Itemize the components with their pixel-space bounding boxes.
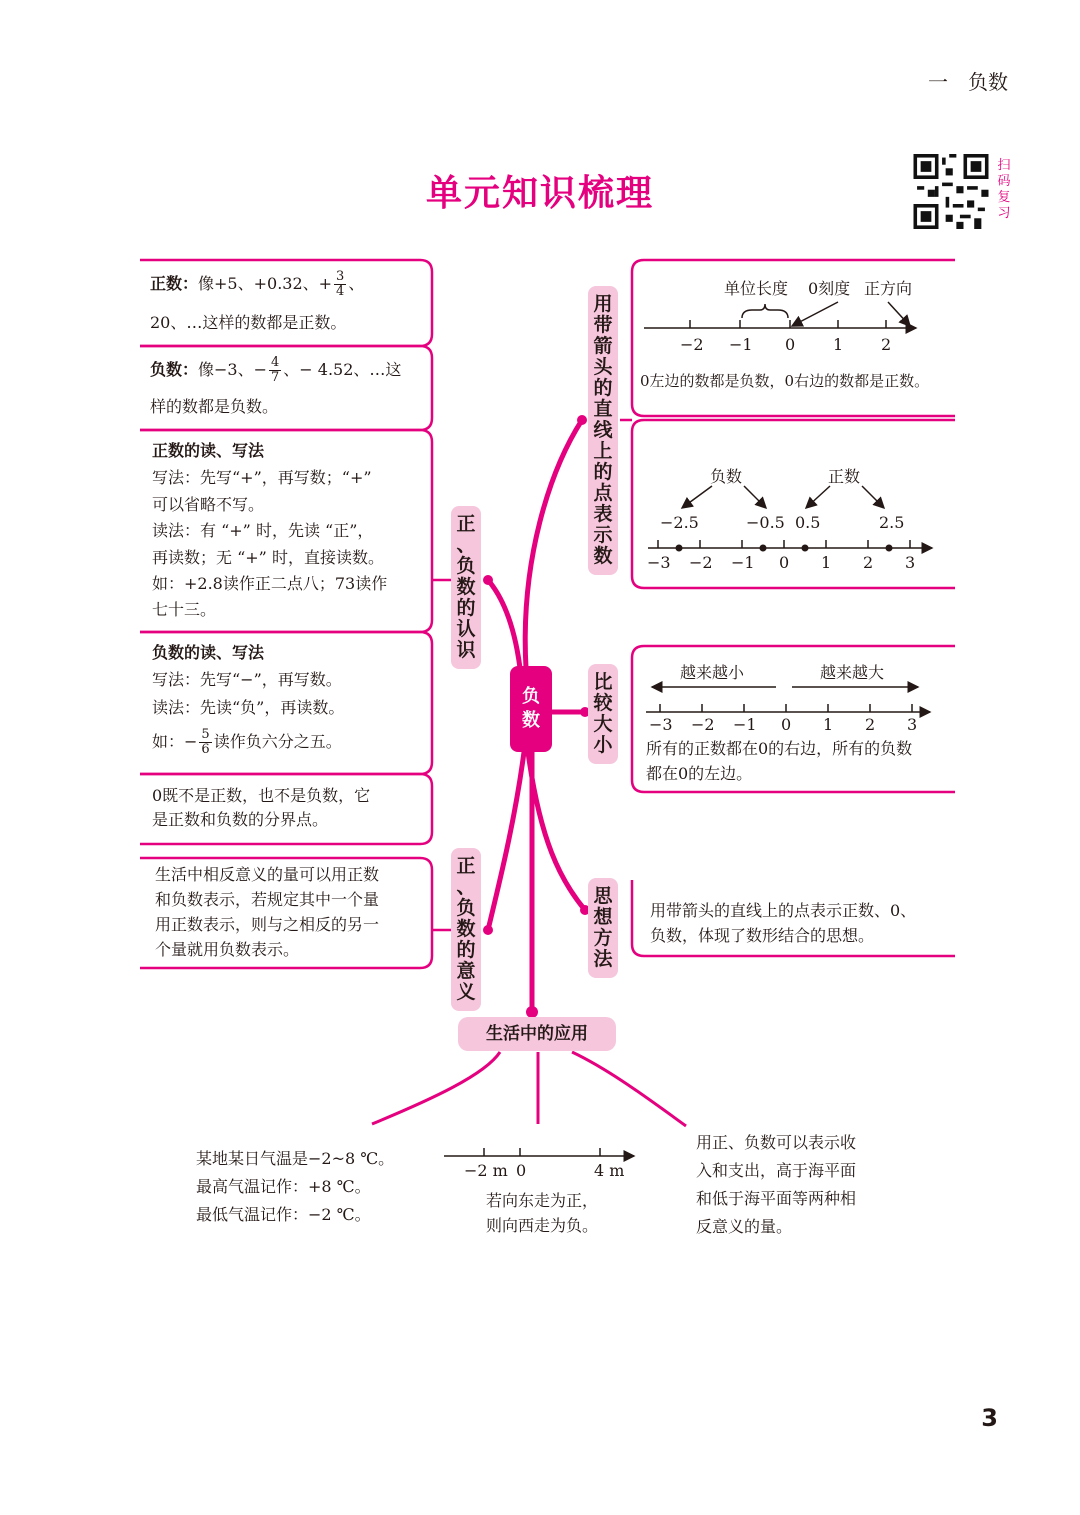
- point-label: −0.5: [746, 513, 785, 532]
- smaller-label: 越来越小: [680, 663, 745, 682]
- compare-caption: 所有的正数都在0的右边，所有的负数: [646, 739, 913, 758]
- positive-label: 正数: [828, 467, 861, 486]
- pos-rw-line: 如：+2.8读作正二点八；73读作: [152, 574, 388, 593]
- tick-label: 0: [779, 553, 790, 572]
- pos-rw-line: 再读数；无 “+” 时，直接读数。: [152, 548, 384, 567]
- meaning-line: 和负数表示，若规定其中一个量: [155, 890, 380, 909]
- tick-label: −2: [691, 715, 715, 734]
- pos-rw-line: 读法：有 “+” 时，先读 “正”，: [152, 521, 374, 540]
- tick-label: 1: [823, 715, 834, 734]
- branch-number-line: 用 带 箭 头 的 直 线 上 的 点 表 示 数: [588, 286, 618, 575]
- other-usage-line: 反意义的量。: [696, 1217, 793, 1236]
- tick-label: 1: [833, 335, 844, 354]
- meaning-line: 用正数表示，则与之相反的另一: [155, 915, 380, 934]
- negative-definition-line-1: 负数：像−3、− $\frac{4}{7}$ 、− 4.52、…这: [150, 355, 402, 385]
- distance-tick-label: 4 m: [594, 1161, 625, 1180]
- zero-line: 是正数和负数的分界点。: [152, 810, 329, 829]
- pos-rw-line: 写法：先写“+”，再写数；“+”: [152, 468, 372, 487]
- positive-direction-label: 正方向: [864, 279, 913, 298]
- other-usage-line: 用正、负数可以表示收: [696, 1133, 857, 1152]
- larger-label: 越来越大: [820, 663, 885, 682]
- tick-label: 3: [907, 715, 918, 734]
- temperature-line: 最高气温记作：+8 ℃。: [196, 1177, 371, 1196]
- method-line: 负数，体现了数形结合的思想。: [650, 926, 875, 945]
- tick-label: 2: [881, 335, 892, 354]
- qr-label: 扫码复习: [997, 158, 1011, 221]
- tick-label: 2: [865, 715, 876, 734]
- temperature-line: 最低气温记作：−2 ℃。: [196, 1205, 371, 1224]
- tick-label: −1: [731, 553, 755, 572]
- zero-mark-label: 0刻度: [808, 279, 851, 298]
- negative-label: 负数: [710, 467, 743, 486]
- compare-caption: 都在0的左边。: [646, 764, 753, 783]
- chapter-header: 一 负数: [928, 70, 1008, 94]
- center-node-char-1: 负: [522, 686, 540, 707]
- tick-label: −3: [647, 553, 671, 572]
- temperature-line: 某地某日气温是−2~8 ℃。: [196, 1149, 395, 1168]
- tick-label: 1: [821, 553, 832, 572]
- page-title: 单元知识梳理: [425, 173, 654, 214]
- method-line: 用带箭头的直线上的点表示正数、0、: [650, 901, 917, 920]
- distance-tick-label: −2 m: [464, 1161, 508, 1180]
- center-node-char-2: 数: [522, 710, 540, 731]
- direction-line: 则向西走为负。: [486, 1216, 599, 1235]
- zero-line: 0既不是正数，也不是负数，它: [152, 786, 371, 805]
- branch-recognition: 正 、 负 数 的 认 识: [451, 506, 481, 669]
- tick-label: 3: [905, 553, 916, 572]
- neg-rw-line: 写法：先写“−”，再写数。: [152, 670, 342, 689]
- application-node: 生活中的应用: [458, 1017, 616, 1051]
- distance-tick-label: 0: [516, 1161, 527, 1180]
- neg-rw-example: 如：− $\frac{5}{6}$ 读作负六分之五。: [152, 727, 342, 757]
- negative-definition-line-2: 样的数都是负数。: [150, 397, 279, 416]
- tick-label: 0: [781, 715, 792, 734]
- qr-code-icon: [912, 154, 990, 229]
- branch-meaning: 正 、 负 数 的 意 义: [451, 848, 481, 1011]
- branch-compare: 比 较 大 小: [588, 664, 618, 764]
- tick-label: −2: [680, 335, 704, 354]
- pos-rw-line: 可以省略不写。: [152, 495, 265, 514]
- point-label: 0.5: [795, 513, 821, 532]
- direction-line: 若向东走为正，: [486, 1191, 599, 1210]
- fraction-3-4: $\frac{3}{4}$: [336, 269, 345, 299]
- meaning-line: 生活中相反意义的量可以用正数: [155, 865, 380, 884]
- tick-label: −3: [649, 715, 673, 734]
- center-node: [510, 666, 552, 752]
- tick-label: 2: [863, 553, 874, 572]
- tick-label: −1: [733, 715, 757, 734]
- positive-definition-line-2: 20、…这样的数都是正数。: [150, 313, 347, 332]
- neg-rw-heading: 负数的读、写法: [152, 643, 265, 662]
- branch-method: 思 想 方 法: [588, 878, 618, 978]
- tick-label: −1: [729, 335, 753, 354]
- positive-definition-line-1: 正数：像+5、+0.32、+ $\frac{3}{4}$ 、: [150, 269, 365, 299]
- number-line-caption: 0左边的数都是负数，0右边的数都是正数。: [640, 372, 930, 390]
- fraction-4-7: $\frac{4}{7}$: [271, 355, 280, 385]
- unit-length-label: 单位长度: [724, 279, 789, 298]
- pos-rw-heading: 正数的读、写法: [152, 441, 265, 460]
- page-number: 3: [981, 1404, 998, 1432]
- other-usage-line: 入和支出，高于海平面: [696, 1161, 857, 1180]
- neg-rw-line: 读法：先读“负”，再读数。: [152, 698, 345, 717]
- point-label: −2.5: [660, 513, 699, 532]
- meaning-line: 个量就用负数表示。: [155, 940, 300, 959]
- other-usage-line: 和低于海平面等两种相: [696, 1189, 857, 1208]
- tick-label: −2: [689, 553, 713, 572]
- fraction-5-6: $\frac{5}{6}$: [201, 727, 210, 757]
- point-label: 2.5: [879, 513, 905, 532]
- pos-rw-line: 七十三。: [152, 600, 217, 619]
- tick-label: 0: [785, 335, 796, 354]
